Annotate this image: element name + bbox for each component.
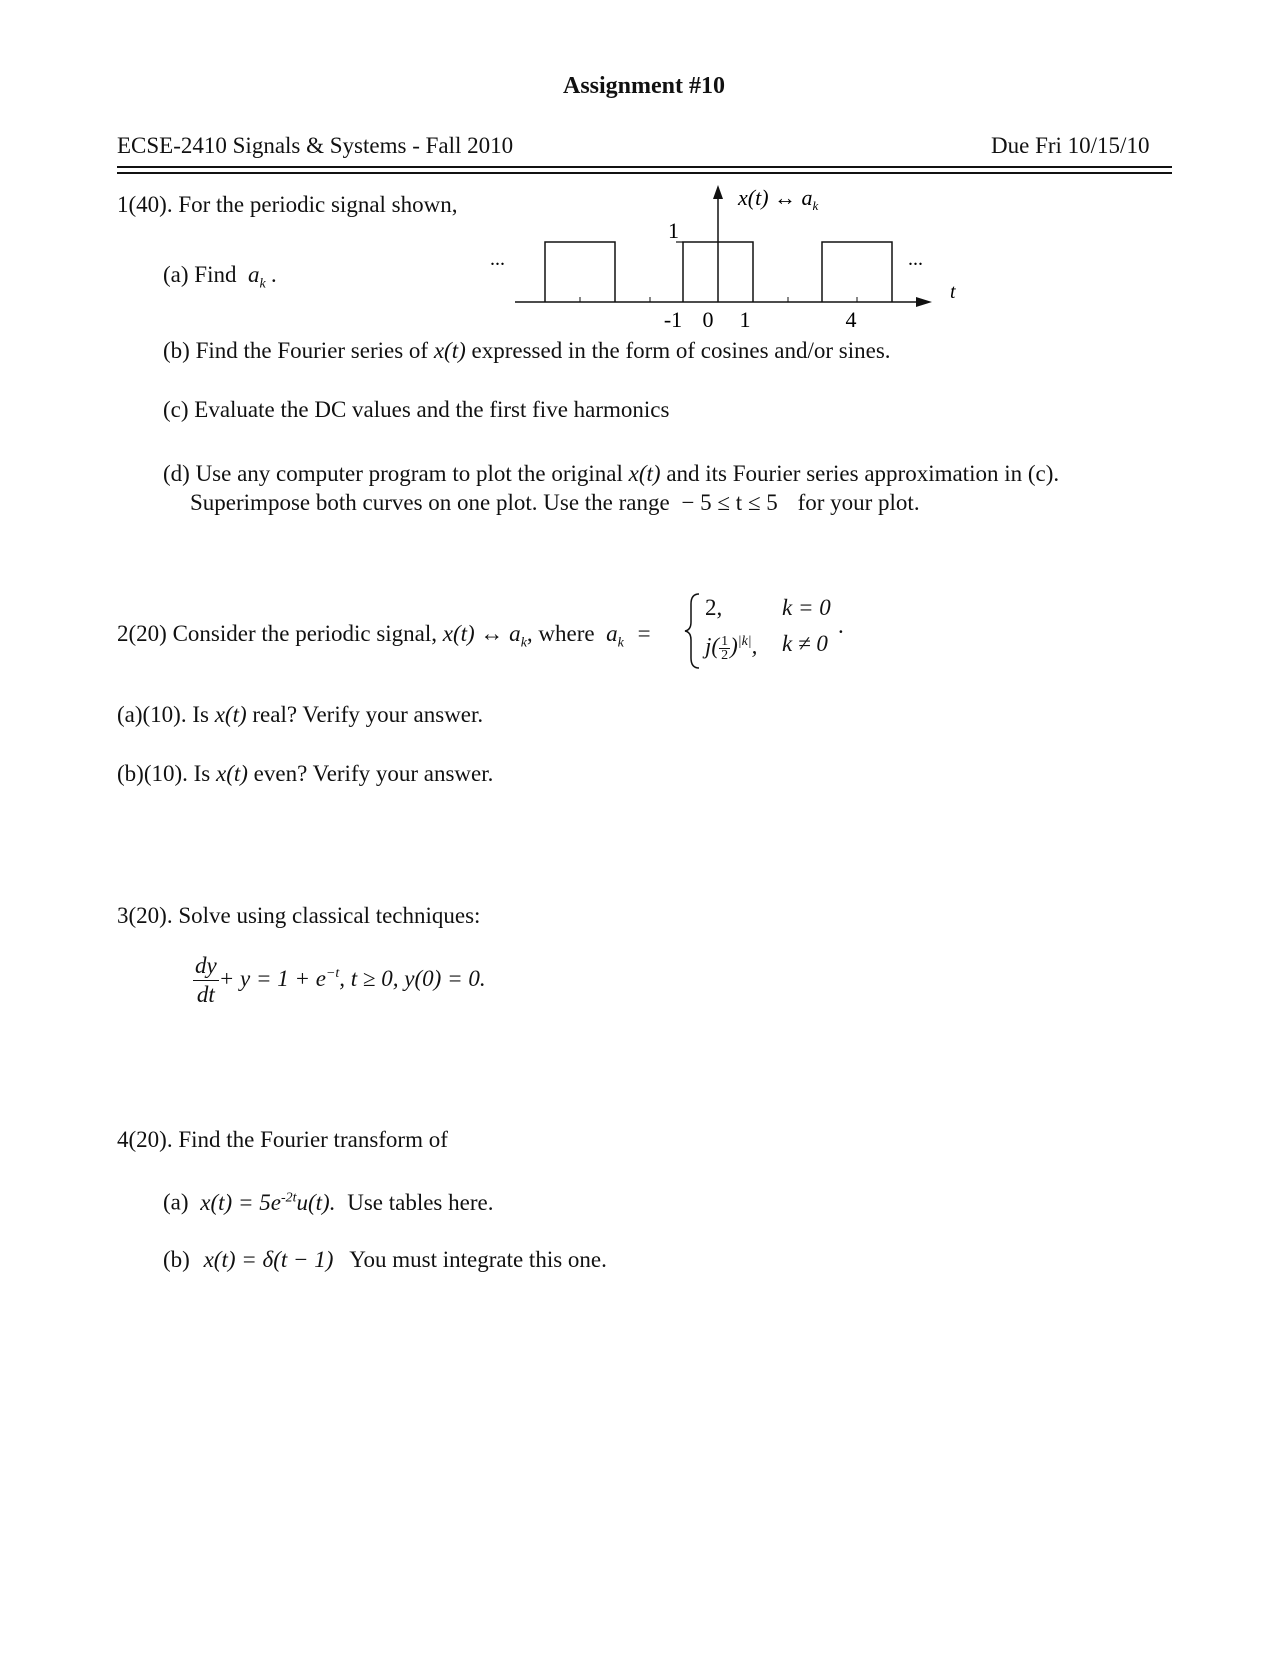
q1d-text-2: and its Fourier series approximation in (c). [666, 461, 1060, 486]
q1d-text-3: Superimpose both curves on one plot. Use the range [190, 490, 670, 515]
q1d-line2 [190, 489, 920, 517]
q2b: (b)(10). Is x(t) even? Verify your answer. [117, 761, 494, 786]
q4b: (b) x(t) = δ(t − 1) You must integrate this one. [163, 1247, 607, 1272]
tick-label-1: 1 [739, 307, 751, 332]
q1d-line1 [163, 460, 1059, 488]
t-axis-arrow [916, 297, 932, 307]
header-rule-bottom [117, 172, 1172, 174]
q1d-text-1: (d) Use any computer program to plot the original [163, 461, 623, 486]
q1b-signal: x(t) [433, 338, 466, 363]
q4-header: 4(20). Find the Fourier transform of [117, 1127, 448, 1152]
q4a: (a) $x(t) = 5e^{-2t}u(t)$. Use tables here. [163, 1189, 494, 1215]
x-axis-arrow [713, 185, 723, 199]
tick-label-4: 4 [845, 307, 857, 332]
q2a: (a)(10). Is x(t) real? Verify your answer. [117, 702, 484, 727]
q2-signal: x(t) ↔ $a_k$ [442, 621, 527, 651]
course-title: ECSE-2410 Signals & Systems - Fall 2010 [117, 133, 514, 158]
q1a [163, 261, 277, 299]
q2-case1-condition: k = 0 [782, 595, 831, 620]
q1a-symbol: $a_k$ . [242, 262, 278, 292]
tick-label-0: 0 [702, 307, 714, 332]
q2-case1-value: 2, [705, 595, 723, 620]
q2-header: 2(20) Consider the periodic signal, x(t) ↔ $a_k$, where $a_k$ = [117, 621, 651, 651]
q1d-range: − 5 ≤ t ≤ 5 [681, 490, 778, 515]
due-date: Due Fri 10/15/10 [991, 133, 1150, 158]
q1-header: 1(40). For the periodic signal shown, [117, 192, 458, 217]
q1d-signal: x(t) [628, 461, 661, 486]
q3-header: 3(20). Solve using classical techniques: [117, 903, 481, 928]
q2-prefix: 2(20) Consider the periodic signal, [117, 621, 438, 646]
q1d-text-4: for your plot. [797, 490, 920, 515]
periodic-signal-figure [490, 185, 1000, 345]
ellipsis-right: ... [908, 248, 923, 270]
q2-period: . [838, 613, 844, 638]
piecewise-brace [683, 592, 703, 670]
pulse-right [822, 242, 892, 302]
amplitude-label: 1 [668, 218, 679, 243]
ellipsis-left: ... [490, 248, 505, 270]
q1b-text-2: expressed in the form of cosines and/or sines. [471, 338, 891, 363]
q2-ak: $a_k$ [600, 621, 624, 651]
tick-label-minus1: -1 [663, 307, 683, 332]
q3-equation: $\frac{dy}{dt}$ + $y = 1 + e^{-t}$, t ≥ 0, y(0) = 0. [195, 953, 486, 1007]
q1b [163, 337, 891, 365]
header-rule-top [117, 166, 1172, 168]
q2-case2-condition: k ≠ 0 [782, 631, 828, 656]
q2-where: , where [526, 621, 595, 646]
page-title: Assignment #10 [563, 73, 726, 99]
q2-case2-value: j( $\frac{1}{2}$ )$^{|k|}$, [705, 633, 758, 663]
pulse-left [545, 242, 615, 302]
q1c: (c) Evaluate the DC values and the first five harmonics [163, 397, 670, 422]
q1b-text-1: (b) Find the Fourier series of [163, 338, 429, 363]
signal-label: x(t) ↔ $a_k$ [738, 185, 819, 213]
q1a-prefix: (a) Find [163, 262, 237, 287]
t-label: t [950, 281, 956, 303]
